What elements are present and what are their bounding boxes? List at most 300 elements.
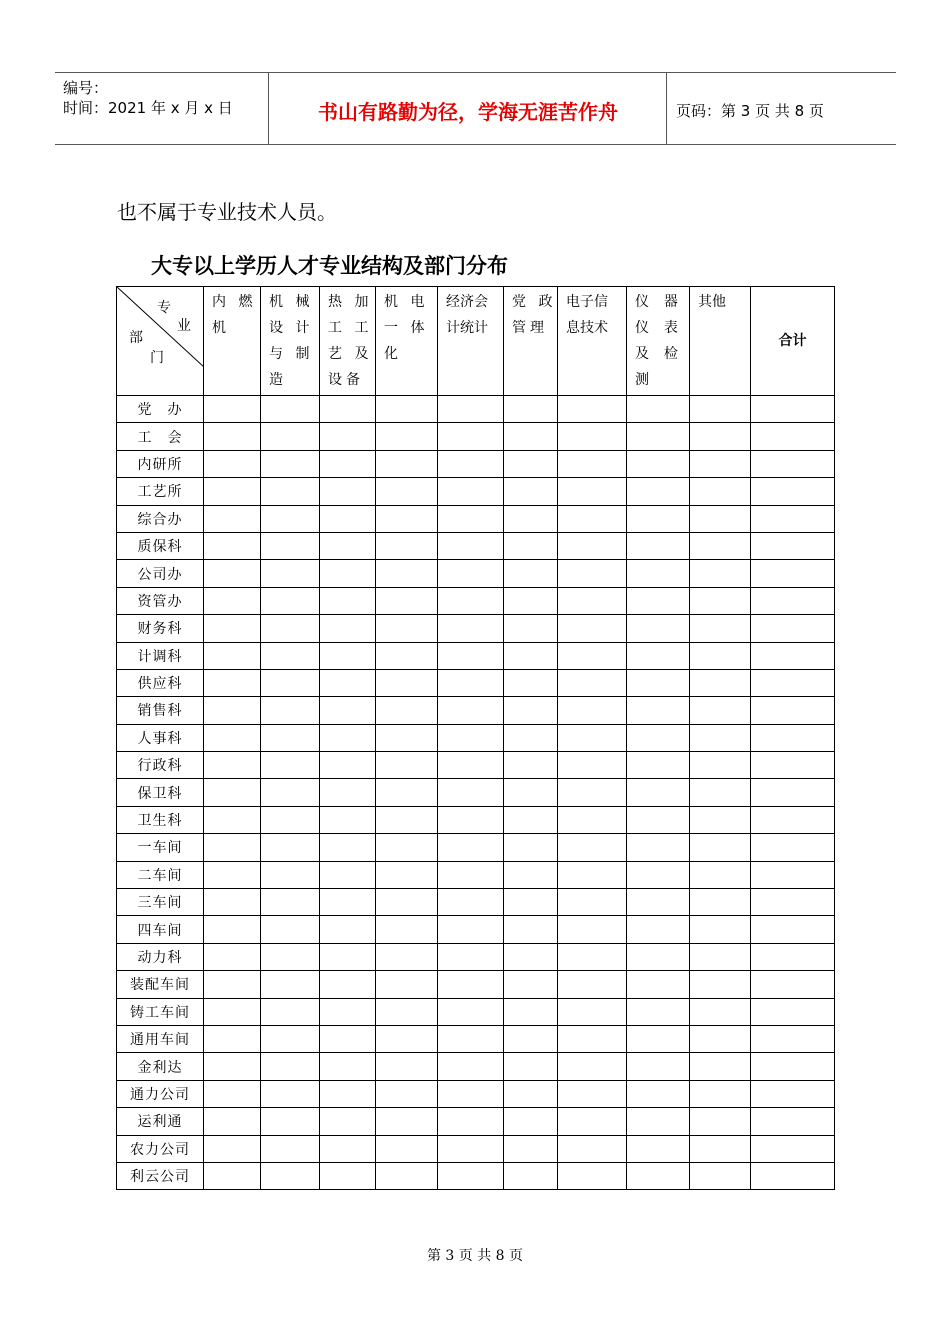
data-cell: [376, 971, 438, 998]
data-cell: [320, 998, 376, 1025]
data-cell: [558, 834, 627, 861]
data-cell: [504, 532, 558, 559]
data-cell: [504, 806, 558, 833]
table-row: [117, 998, 835, 1025]
data-cell: [558, 779, 627, 806]
data-cell: [690, 752, 751, 779]
data-cell: [627, 916, 690, 943]
data-cell: [438, 1080, 504, 1107]
data-cell: [504, 478, 558, 505]
data-cell: [438, 423, 504, 450]
data-cell: [504, 861, 558, 888]
data-cell: [627, 806, 690, 833]
data-cell: [751, 889, 835, 916]
data-cell: [204, 560, 261, 587]
data-cell: [504, 1080, 558, 1107]
data-cell: [751, 642, 835, 669]
data-cell: [261, 779, 320, 806]
department-cell: 铸工车间: [117, 998, 204, 1025]
data-cell: [627, 1025, 690, 1052]
table-row: [117, 916, 835, 943]
data-cell: [438, 1162, 504, 1189]
data-cell: [261, 642, 320, 669]
data-cell: [320, 861, 376, 888]
distribution-table: [116, 286, 835, 1190]
data-cell: [261, 615, 320, 642]
data-cell: [438, 724, 504, 751]
data-cell: [204, 1025, 261, 1052]
data-cell: [558, 806, 627, 833]
data-cell: [376, 505, 438, 532]
data-cell: [751, 752, 835, 779]
data-cell: [204, 615, 261, 642]
data-cell: [627, 1080, 690, 1107]
data-cell: [438, 450, 504, 477]
data-cell: [376, 861, 438, 888]
data-cell: [438, 669, 504, 696]
data-cell: [261, 998, 320, 1025]
data-cell: [627, 642, 690, 669]
data-cell: [376, 396, 438, 423]
data-cell: [627, 615, 690, 642]
data-cell: [438, 1025, 504, 1052]
department-cell: 财务科: [117, 615, 204, 642]
data-cell: [320, 642, 376, 669]
department-cell: 通用车间: [117, 1025, 204, 1052]
data-cell: [751, 450, 835, 477]
data-cell: [204, 779, 261, 806]
data-cell: [376, 1162, 438, 1189]
data-cell: [690, 943, 751, 970]
data-cell: [320, 806, 376, 833]
data-cell: [690, 423, 751, 450]
data-cell: [558, 1108, 627, 1135]
data-cell: [558, 423, 627, 450]
data-cell: [690, 697, 751, 724]
data-cell: [558, 971, 627, 998]
data-cell: [320, 478, 376, 505]
department-cell: 四车间: [117, 916, 204, 943]
data-cell: [376, 423, 438, 450]
data-cell: [204, 423, 261, 450]
data-cell: [376, 478, 438, 505]
column-header: 电子信 息技术: [558, 287, 627, 396]
data-cell: [751, 916, 835, 943]
data-cell: [558, 916, 627, 943]
data-cell: [751, 971, 835, 998]
data-cell: [504, 560, 558, 587]
data-cell: [627, 505, 690, 532]
data-cell: [627, 861, 690, 888]
data-cell: [504, 396, 558, 423]
data-cell: [558, 1025, 627, 1052]
data-cell: [751, 615, 835, 642]
data-cell: [376, 1080, 438, 1107]
data-cell: [504, 889, 558, 916]
data-cell: [558, 450, 627, 477]
data-cell: [751, 1025, 835, 1052]
column-header: 党 政 管理: [504, 287, 558, 396]
data-cell: [320, 560, 376, 587]
data-cell: [438, 697, 504, 724]
data-cell: [261, 1053, 320, 1080]
table-row: [117, 1162, 835, 1189]
data-cell: [261, 1108, 320, 1135]
data-cell: [627, 779, 690, 806]
data-cell: [558, 1162, 627, 1189]
data-cell: [558, 560, 627, 587]
corner-dept-char-2: 门: [150, 350, 168, 366]
data-cell: [627, 669, 690, 696]
data-cell: [504, 615, 558, 642]
data-cell: [627, 450, 690, 477]
data-cell: [504, 423, 558, 450]
data-cell: [320, 916, 376, 943]
column-header: 机 电 一 体 化: [376, 287, 438, 396]
data-cell: [751, 478, 835, 505]
department-cell: 二车间: [117, 861, 204, 888]
data-cell: [376, 532, 438, 559]
data-cell: [627, 1108, 690, 1135]
data-cell: [558, 1135, 627, 1162]
header-page-label: 页码：第 3 页 共 8 页: [676, 102, 824, 120]
data-cell: [504, 642, 558, 669]
data-cell: [504, 916, 558, 943]
department-cell: 卫生科: [117, 806, 204, 833]
data-cell: [204, 998, 261, 1025]
data-cell: [751, 396, 835, 423]
data-cell: [627, 971, 690, 998]
data-cell: [690, 478, 751, 505]
data-cell: [261, 396, 320, 423]
data-cell: [438, 505, 504, 532]
data-cell: [261, 560, 320, 587]
data-cell: [320, 1080, 376, 1107]
table-row: [117, 1053, 835, 1080]
column-header: 仪 器 仪 表 及 检 测: [627, 287, 690, 396]
data-cell: [261, 1162, 320, 1189]
data-cell: [261, 806, 320, 833]
data-cell: [751, 1080, 835, 1107]
data-cell: [751, 943, 835, 970]
data-cell: [627, 1135, 690, 1162]
data-cell: [751, 1108, 835, 1135]
data-cell: [376, 587, 438, 614]
table-row: [117, 971, 835, 998]
department-cell: 保卫科: [117, 779, 204, 806]
data-cell: [504, 779, 558, 806]
department-cell: 三车间: [117, 889, 204, 916]
data-cell: [204, 943, 261, 970]
data-cell: [690, 779, 751, 806]
table-row: [117, 834, 835, 861]
data-cell: [558, 1080, 627, 1107]
table-row: [117, 806, 835, 833]
data-cell: [438, 1135, 504, 1162]
column-header: 热 加 工 工 艺 及 设备: [320, 287, 376, 396]
table-row: [117, 889, 835, 916]
data-cell: [690, 861, 751, 888]
data-cell: [261, 861, 320, 888]
data-cell: [438, 560, 504, 587]
data-cell: [204, 916, 261, 943]
data-cell: [438, 943, 504, 970]
data-cell: [261, 1080, 320, 1107]
header-divider-right: [666, 72, 667, 144]
data-cell: [627, 1053, 690, 1080]
data-cell: [504, 505, 558, 532]
department-cell: 供应科: [117, 669, 204, 696]
corner-major-char-2: 业: [177, 318, 195, 334]
data-cell: [320, 1108, 376, 1135]
data-cell: [690, 1080, 751, 1107]
data-cell: [690, 615, 751, 642]
data-cell: [751, 779, 835, 806]
data-cell: [690, 587, 751, 614]
data-cell: [751, 532, 835, 559]
data-cell: [627, 752, 690, 779]
data-cell: [627, 834, 690, 861]
data-cell: [261, 423, 320, 450]
data-cell: [320, 889, 376, 916]
data-cell: [504, 943, 558, 970]
data-cell: [261, 697, 320, 724]
data-cell: [320, 724, 376, 751]
data-cell: [690, 505, 751, 532]
data-cell: [690, 889, 751, 916]
header-top-rule: [55, 72, 896, 73]
department-cell: 通力公司: [117, 1080, 204, 1107]
data-cell: [204, 806, 261, 833]
data-cell: [320, 423, 376, 450]
column-header: 机 械 设 计 与 制 造: [261, 287, 320, 396]
data-cell: [558, 752, 627, 779]
data-cell: [261, 943, 320, 970]
data-cell: [320, 697, 376, 724]
data-cell: [690, 450, 751, 477]
data-cell: [627, 998, 690, 1025]
data-cell: [627, 889, 690, 916]
table-row: [117, 615, 835, 642]
data-cell: [751, 1053, 835, 1080]
data-cell: [438, 752, 504, 779]
data-cell: [558, 861, 627, 888]
data-cell: [376, 615, 438, 642]
data-cell: [438, 642, 504, 669]
data-cell: [376, 943, 438, 970]
data-cell: [204, 587, 261, 614]
data-cell: [438, 1108, 504, 1135]
table-row: [117, 450, 835, 477]
data-cell: [627, 396, 690, 423]
total-column-header: 合计: [751, 287, 835, 396]
data-cell: [504, 450, 558, 477]
data-cell: [504, 1108, 558, 1135]
data-cell: [751, 1135, 835, 1162]
data-cell: [204, 505, 261, 532]
data-cell: [558, 998, 627, 1025]
column-header: 经济会 计统计: [438, 287, 504, 396]
data-cell: [261, 450, 320, 477]
data-cell: [320, 615, 376, 642]
data-cell: [627, 1162, 690, 1189]
data-cell: [438, 615, 504, 642]
data-cell: [690, 669, 751, 696]
data-cell: [376, 806, 438, 833]
table-row: [117, 423, 835, 450]
table-row: [117, 779, 835, 806]
data-cell: [438, 478, 504, 505]
department-cell: 行政科: [117, 752, 204, 779]
data-cell: [690, 1135, 751, 1162]
table-row: [117, 505, 835, 532]
doc-time-label: 时间：2021 年 x 月 x 日: [63, 99, 233, 117]
data-cell: [204, 396, 261, 423]
department-cell: 内研所: [117, 450, 204, 477]
data-cell: [204, 1135, 261, 1162]
department-cell: 运利通: [117, 1108, 204, 1135]
table-row: [117, 642, 835, 669]
data-cell: [627, 724, 690, 751]
column-header: 其他: [690, 287, 751, 396]
data-cell: [751, 998, 835, 1025]
table-row: [117, 943, 835, 970]
data-cell: [204, 889, 261, 916]
data-cell: [320, 971, 376, 998]
data-cell: [558, 889, 627, 916]
table-row: [117, 861, 835, 888]
data-cell: [438, 779, 504, 806]
data-cell: [438, 916, 504, 943]
data-cell: [204, 450, 261, 477]
department-cell: 一车间: [117, 834, 204, 861]
header-bottom-rule: [55, 144, 896, 145]
corner-header-cell: [117, 287, 204, 396]
data-cell: [627, 697, 690, 724]
data-cell: [690, 532, 751, 559]
table-row: [117, 1080, 835, 1107]
data-cell: [376, 834, 438, 861]
data-cell: [627, 423, 690, 450]
data-cell: [751, 669, 835, 696]
table-row: [117, 560, 835, 587]
data-cell: [690, 642, 751, 669]
table-row: [117, 1135, 835, 1162]
data-cell: [504, 1053, 558, 1080]
table-row: [117, 1108, 835, 1135]
data-cell: [261, 1025, 320, 1052]
data-cell: [204, 724, 261, 751]
data-cell: [690, 560, 751, 587]
data-cell: [261, 889, 320, 916]
data-cell: [376, 752, 438, 779]
data-cell: [627, 478, 690, 505]
body-paragraph: 也不属于专业技术人员。: [117, 200, 337, 224]
column-header: 内 燃 机: [204, 287, 261, 396]
data-cell: [558, 1053, 627, 1080]
data-cell: [751, 834, 835, 861]
department-cell: 装配车间: [117, 971, 204, 998]
data-cell: [376, 1053, 438, 1080]
data-cell: [376, 889, 438, 916]
data-cell: [376, 998, 438, 1025]
data-cell: [558, 642, 627, 669]
header-meta: [63, 78, 233, 118]
corner-dept-char-1: 部: [129, 330, 147, 346]
data-cell: [204, 669, 261, 696]
table-row: [117, 697, 835, 724]
data-cell: [320, 943, 376, 970]
data-cell: [261, 587, 320, 614]
table-row: [117, 396, 835, 423]
data-cell: [376, 669, 438, 696]
data-cell: [376, 697, 438, 724]
data-cell: [690, 806, 751, 833]
data-cell: [504, 669, 558, 696]
data-cell: [627, 943, 690, 970]
data-cell: [320, 669, 376, 696]
table-header-row: [117, 287, 835, 396]
data-cell: [320, 505, 376, 532]
data-cell: [627, 532, 690, 559]
data-cell: [376, 642, 438, 669]
data-cell: [261, 669, 320, 696]
table-title: 大专以上学历人才专业结构及部门分布: [151, 254, 508, 278]
data-cell: [558, 697, 627, 724]
department-cell: 公司办: [117, 560, 204, 587]
data-cell: [558, 724, 627, 751]
data-cell: [320, 1025, 376, 1052]
department-cell: 利云公司: [117, 1162, 204, 1189]
data-cell: [751, 697, 835, 724]
department-cell: 动力科: [117, 943, 204, 970]
data-cell: [320, 834, 376, 861]
data-cell: [627, 560, 690, 587]
data-cell: [558, 587, 627, 614]
data-cell: [320, 1053, 376, 1080]
data-cell: [558, 532, 627, 559]
data-cell: [320, 1162, 376, 1189]
data-cell: [438, 532, 504, 559]
data-cell: [504, 1025, 558, 1052]
data-cell: [438, 396, 504, 423]
table-row: [117, 1025, 835, 1052]
data-cell: [504, 1135, 558, 1162]
data-cell: [261, 505, 320, 532]
data-cell: [558, 505, 627, 532]
data-cell: [751, 806, 835, 833]
page-footer: 第 3 页 共 8 页: [426, 1248, 524, 1264]
data-cell: [690, 724, 751, 751]
data-cell: [751, 724, 835, 751]
data-cell: [261, 532, 320, 559]
header-motto: 书山有路勤为径，学海无涯苦作舟: [318, 100, 618, 124]
data-cell: [376, 724, 438, 751]
data-cell: [438, 1053, 504, 1080]
data-cell: [320, 450, 376, 477]
data-cell: [261, 916, 320, 943]
data-cell: [320, 779, 376, 806]
data-cell: [438, 806, 504, 833]
data-cell: [690, 834, 751, 861]
doc-number-label: 编号：: [63, 79, 109, 97]
data-cell: [204, 532, 261, 559]
data-cell: [751, 587, 835, 614]
data-cell: [261, 834, 320, 861]
data-cell: [376, 916, 438, 943]
data-cell: [751, 861, 835, 888]
department-cell: 综合办: [117, 505, 204, 532]
